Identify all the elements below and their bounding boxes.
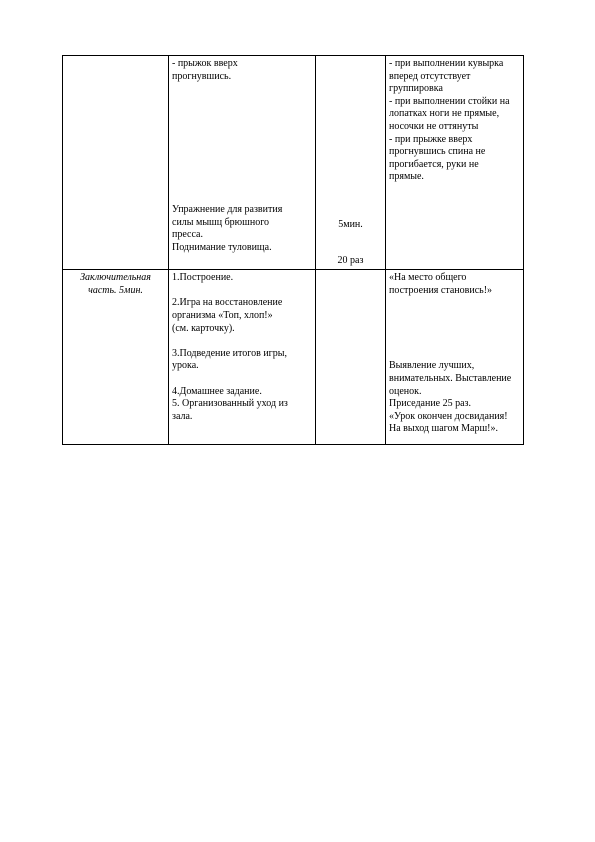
content-line: 1.Построение. xyxy=(172,272,234,284)
notes-line: внимательных. Выставление xyxy=(389,372,512,384)
content-line: организма «Топ, хлоп!» xyxy=(172,309,273,321)
content-line: 5. Организованный уход из xyxy=(172,398,288,410)
content-line: силы мышц брюшного xyxy=(172,216,270,228)
notes-line: «Урок окончен досвидания! xyxy=(389,410,508,422)
notes-line: Выявление лучших, xyxy=(389,360,475,372)
content-line: 2.Игра на восстановление xyxy=(172,297,283,309)
notes-cell xyxy=(386,270,524,445)
dosage-cell xyxy=(316,270,386,445)
content-cell xyxy=(169,270,316,445)
content-line: - прыжок вверх xyxy=(172,58,238,69)
table-row xyxy=(63,56,524,270)
content-line: пресса. xyxy=(172,229,203,241)
notes-line: На выход шагом Марш!». xyxy=(389,423,499,435)
notes-line: оценок. xyxy=(389,385,422,397)
notes-line: Приседание 25 раз. xyxy=(389,398,471,410)
notes-line: - при выполнении стойки на xyxy=(389,95,510,107)
table-row xyxy=(63,270,524,445)
dosage-time: 5мин. xyxy=(338,219,363,230)
notes-line: - при выполнении кувырка xyxy=(389,58,504,69)
content-line: прогнувшись. xyxy=(172,70,232,82)
content-line: Поднимание туловища. xyxy=(172,241,272,253)
notes-line: - при прыжке вверх xyxy=(389,133,473,145)
content-line: 3.Подведение итогов игры, xyxy=(172,347,287,359)
notes-line: носочки не оттянуты xyxy=(389,120,479,132)
section-title: Заключительная xyxy=(80,272,151,284)
content-line: зала. xyxy=(172,410,193,422)
notes-line: лопатках ноги не прямые, xyxy=(389,108,500,120)
dosage-cell xyxy=(316,56,386,270)
notes-line: прогнувшись спина не xyxy=(389,146,486,158)
notes-line: прямые. xyxy=(389,171,424,183)
content-line: (см. карточку). xyxy=(172,322,235,334)
notes-line: прогибается, руки не xyxy=(389,158,479,170)
section-cell xyxy=(63,270,169,445)
content-line: урока. xyxy=(172,360,199,372)
content-line: Упражнение для развития xyxy=(172,204,283,216)
abs-exercise-block xyxy=(172,204,312,254)
section-duration: часть. 5мин. xyxy=(88,284,143,296)
content-line: 4.Домашнее задание. xyxy=(172,385,262,397)
notes-line: группировка xyxy=(389,83,443,95)
content-cell xyxy=(169,56,316,270)
notes-line: «На место общего xyxy=(389,272,467,284)
notes-cell xyxy=(386,56,524,270)
notes-line: построения становись!» xyxy=(389,284,493,296)
notes-line: вперед отсутствует xyxy=(389,70,471,82)
section-cell xyxy=(63,56,169,270)
dosage-reps: 20 раз xyxy=(337,254,364,266)
lesson-plan-table xyxy=(62,55,524,445)
